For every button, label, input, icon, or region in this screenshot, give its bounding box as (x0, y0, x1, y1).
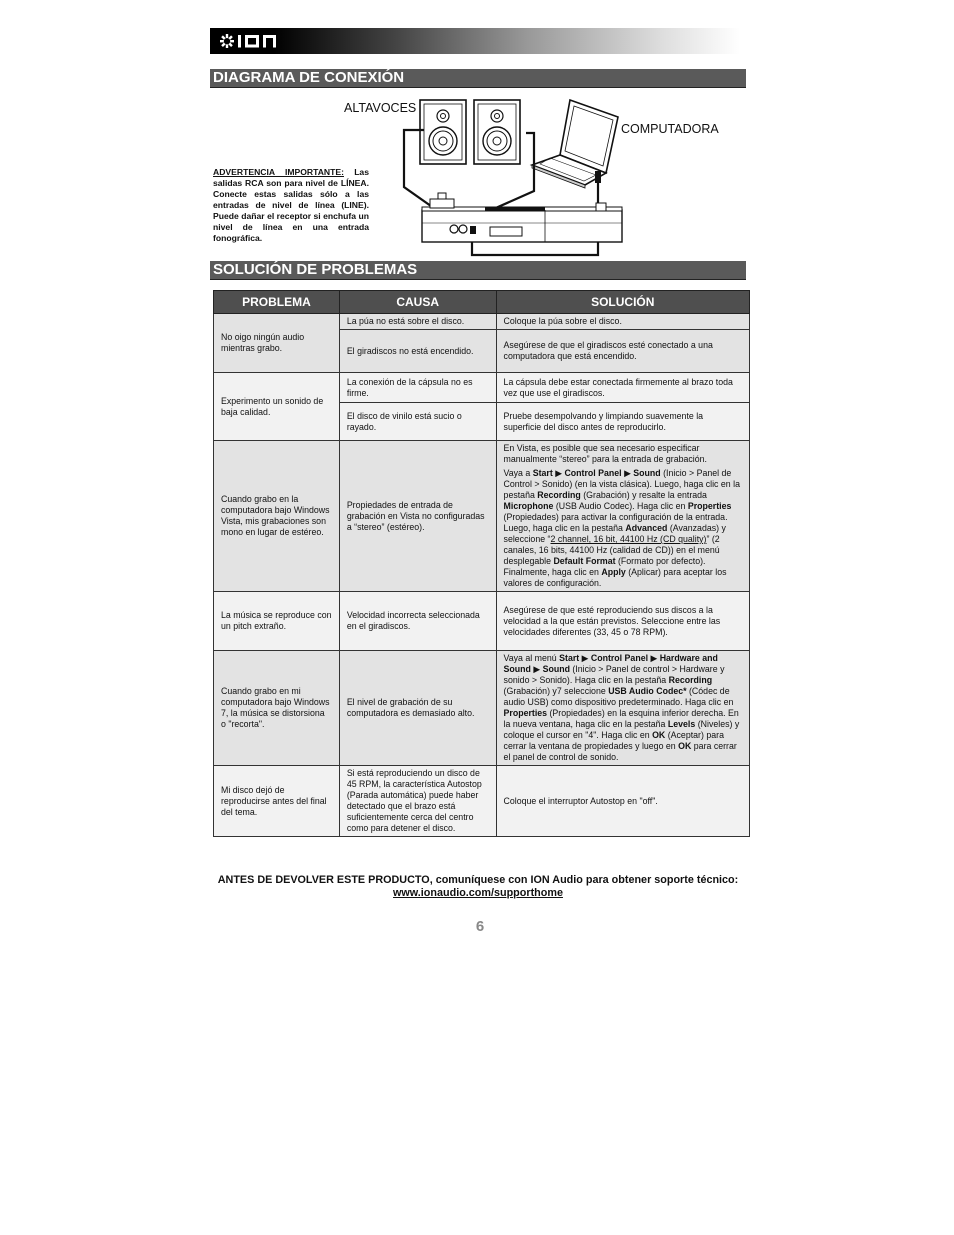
table-row (214, 441, 750, 592)
problem-cell: Cuando grabo en mi computadora bajo Windows 7, la música se distorsiona o "recorta". (214, 651, 340, 766)
solution-cell: Asegúrese de que el giradiscos esté conectado a una computadora que está encendido. (496, 330, 749, 373)
warning-note (213, 167, 369, 244)
cause-cell: El nivel de grabación de su computadora es demasiado alto. (339, 651, 496, 766)
column-header-solution: SOLUCIÓN (496, 291, 749, 314)
section-heading-connection (210, 69, 746, 88)
solution-cell: Asegúrese de que esté reproduciendo sus discos a la velocidad a la que están previstos. Seleccione entre las velocidades diferentes (33, 45 o 78 RPM). (496, 592, 749, 651)
cause-cell: La conexión de la cápsula no es firme. (339, 373, 496, 403)
section-title: SOLUCIÓN DE PROBLEMAS (213, 261, 418, 278)
support-footer (200, 874, 756, 900)
section-title: DIAGRAMA DE CONEXIÓN (213, 69, 405, 86)
table-row (214, 651, 750, 766)
speakers-label: ALTAVOCES (344, 101, 417, 115)
connection-diagram (400, 95, 730, 260)
ion-logo (218, 31, 288, 51)
solution-cell: Coloque el interruptor Autostop en "off". (496, 766, 749, 837)
section-heading-troubleshooting (210, 261, 746, 280)
problem-cell: Mi disco dejó de reproducirse antes del final del tema. (214, 766, 340, 837)
computer-label: COMPUTADORA (621, 122, 719, 136)
table-row (214, 373, 750, 403)
cause-cell: El disco de vinilo está sucio o rayado. (339, 403, 496, 441)
speaker-right (474, 100, 520, 164)
problem-cell: Experimento un sonido de baja calidad. (214, 373, 340, 441)
speaker-left (420, 100, 466, 164)
table-row (214, 314, 750, 330)
problem-cell: La música se reproduce con un pitch extraño. (214, 592, 340, 651)
table-header-row (214, 291, 750, 314)
page-number: 6 (475, 918, 485, 935)
solution-cell: La cápsula debe estar conectada firmemente al brazo toda vez que use el giradiscos. (496, 373, 749, 403)
problem-cell: Cuando grabo en la computadora bajo Windows Vista, mis grabaciones son mono en lugar de estéreo. (214, 441, 340, 592)
support-notice: ANTES DE DEVOLVER ESTE PRODUCTO, comuníquese con ION Audio para obtener soporte técnico: (217, 874, 739, 886)
column-header-cause: CAUSA (339, 291, 496, 314)
solution-paragraph: Vaya a Start ▶ Control Panel ▶ Sound (Inicio > Panel de Control > Sonido) (en la vista clásica). Luego, haga clic en la pestaña Recording (Grabación) y resalte la entrada Microphone (USB Audio Codec). Haga clic en Properties (Propiedades) para activar la configuración de la entrada. Luego, haga clic en la pestaña Advanced (Avanzadas) y seleccione “2 channel, 16 bit, 44100 Hz (CD quality)” (2 canales, 16 bits, 44100 Hz (calidad de CD)) en el menú desplegable Default Format (Formato por defecto). Finalmente, haga clic en Apply (Aplicar) para aceptar los valores de configuración. (503, 468, 740, 588)
solution-cell: Pruebe desempolvando y limpiando suavemente la superficie del disco antes de reproducirlo. (496, 403, 749, 441)
column-header-problem: PROBLEMA (214, 291, 340, 314)
cause-cell: Si está reproduciendo un disco de 45 RPM, la característica Autostop (Parada automática) puede haber detectado que el brazo está suficientemente cerca del centro como para detener el disco. (339, 766, 496, 837)
header-bar (210, 28, 740, 54)
cause-cell: La púa no está sobre el disco. (339, 314, 496, 330)
solution-cell (496, 651, 749, 766)
turntable-icon (422, 193, 622, 242)
solution-cell: Coloque la púa sobre el disco. (496, 314, 749, 330)
solution-paragraph: En Vista, es posible que sea necesario especificar manualmente “stereo” para la entrada de grabación. (503, 443, 707, 464)
table-row (214, 766, 750, 837)
support-link[interactable]: www.ionaudio.com/supporthome (393, 887, 563, 899)
cause-cell: El giradiscos no está encendido. (339, 330, 496, 373)
solution-paragraph: Vaya al menú Start ▶ Control Panel ▶ Hardware and Sound ▶ Sound (Inicio > Panel de control > Hardware y sonido > Sonido). Haga clic en la pestaña Recording (Grabación) y7 seleccione USB Audio Codec* (Códec de audio USB) como dispositivo predeterminado. Haga clic en Properties (Propiedades) en la esquina inferior derecha. En la nueva ventana, haga clic en la pestaña Levels (Niveles) y coloque el cursor en "4". Haga clic en OK (Aceptar) para cerrar la ventana de propiedades y luego en OK para cerrar el panel de control de sonido. (503, 653, 740, 762)
warning-body: Las salidas RCA son para nivel de LÍNEA. Conecte estas salidas sólo a las entradas de nivel de línea (LINE). Puede dañar el receptor si enchufa un nivel de línea en una entrada fonográfica. (213, 167, 369, 243)
solution-cell (496, 441, 749, 592)
problem-cell: No oigo ningún audio mientras grabo. (214, 314, 340, 373)
cause-cell: Velocidad incorrecta seleccionada en el giradiscos. (339, 592, 496, 651)
table-row (214, 592, 750, 651)
laptop-icon (532, 100, 618, 188)
troubleshooting-table (213, 290, 750, 837)
warning-title: ADVERTENCIA IMPORTANTE: (213, 167, 344, 177)
cause-cell: Propiedades de entrada de grabación en Vista no configuradas a “stereo” (estéreo). (339, 441, 496, 592)
